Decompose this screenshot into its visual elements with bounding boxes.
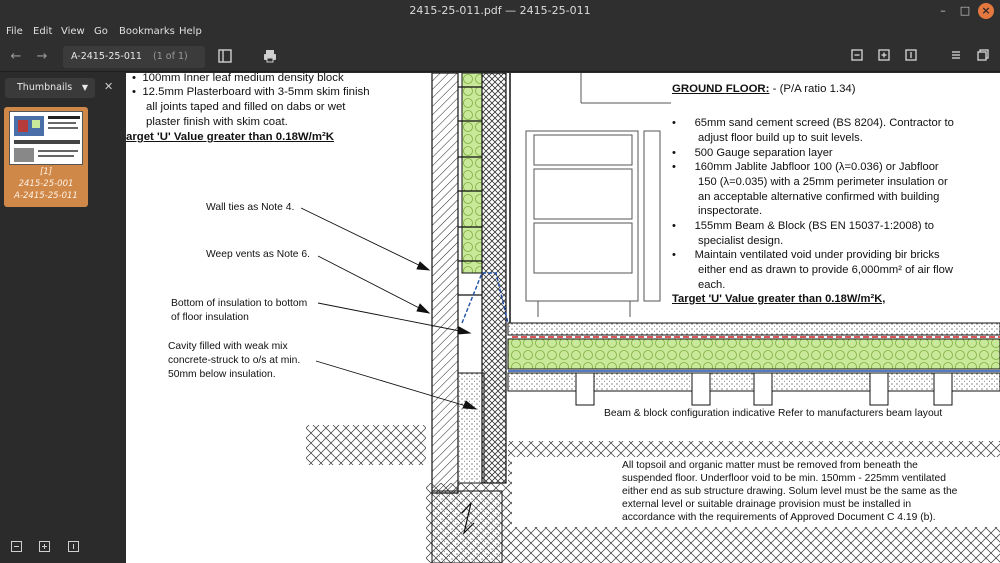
thumbnail-label: A-2415-25-011 (14, 191, 78, 201)
spec-plasterboard-line2: all joints taped and filled on dabs or wet (146, 101, 346, 113)
topsoil-note-2: suspended floor. Underfloor void to be min. 150mm - 225mm ventilated (622, 472, 946, 487)
menu-view[interactable]: View (61, 26, 85, 37)
thumbnail-caption (4, 166, 88, 202)
close-sidebar-icon[interactable]: ✕ (104, 80, 114, 93)
spec-bullet-inner-leaf: • 100mm Inner leaf medium density block (132, 73, 344, 84)
gf-jablite-line2: 150 (λ=0.035) with a 25mm perimeter insulation or (698, 176, 948, 188)
collapse-all-icon[interactable] (11, 541, 23, 553)
expand-current-icon[interactable] (68, 541, 80, 553)
sidebar-mode-label: Thumbnails (17, 82, 73, 93)
sidebar-mode-select[interactable] (5, 78, 95, 98)
zoom-out-icon[interactable] (849, 49, 865, 65)
page-thumbnail[interactable] (4, 107, 88, 207)
window-title: 2415-25-011.pdf — 2415-25-011 (409, 4, 591, 17)
gf-bullet-void: • Maintain ventilated void under providing bir bricks (672, 249, 940, 261)
menu-bookmarks[interactable]: Bookmarks (119, 26, 175, 37)
note-bottom-insulation-1: Bottom of insulation to bottom (171, 298, 308, 309)
fit-page-icon[interactable] (903, 49, 919, 65)
spec-bullet-plasterboard: • 12.5mm Plasterboard with 3-5mm skim finish (132, 86, 370, 98)
copy-icon[interactable] (975, 49, 991, 65)
minimize-button[interactable]: – (940, 4, 946, 17)
spec-plasterboard-line3: plaster finish with skim coat. (146, 116, 288, 128)
menu-bar (0, 22, 1000, 42)
print-icon[interactable] (262, 49, 278, 65)
zoom-in-icon[interactable] (876, 49, 892, 65)
menu-go[interactable]: Go (94, 26, 108, 37)
expand-all-icon[interactable] (39, 541, 51, 553)
note-weep-vents: Weep vents as Note 6. (206, 249, 310, 260)
gf-bullet-separation: • 500 Gauge separation layer (672, 147, 833, 159)
page-number-input[interactable] (63, 46, 205, 68)
thumbnail-index: [1] (39, 167, 53, 177)
menu-edit[interactable]: Edit (33, 26, 53, 37)
gf-beam-block-line2: specialist design. (698, 235, 784, 247)
gf-void-line2: either end as drawn to provide 6,000mm² of air flow (698, 264, 953, 276)
gf-screed-line2: adjust floor build up to suit levels. (698, 132, 863, 144)
menu-hamburger-icon[interactable] (948, 49, 964, 65)
thumbnail-image (9, 111, 83, 165)
thumbnail-name: 2415-25-001 (18, 179, 74, 189)
menu-file[interactable]: File (6, 26, 23, 37)
title-bar (0, 0, 1000, 22)
topsoil-note-3: either end as sub structure drawing. Solum level must be the same as the (622, 485, 957, 500)
topsoil-note-1: All topsoil and organic matter must be removed from beneath the (622, 459, 918, 474)
beam-layout-note: Beam & block configuration indicative Refer to manufacturers beam layout (604, 407, 942, 422)
floor-u-value-target: Target 'U' Value greater than 0.18W/m²K, (672, 293, 886, 305)
wall-u-value-target: arget 'U' Value greater than 0.18W/m²K (126, 131, 334, 143)
gf-jablite-line4: inspectorate. (698, 205, 763, 217)
close-button[interactable]: × (978, 3, 994, 19)
gf-void-line3: each. (698, 279, 726, 291)
sidebar (0, 73, 126, 563)
chevron-down-icon: ▼ (81, 83, 88, 92)
maximize-button[interactable]: □ (959, 4, 971, 17)
forward-arrow-icon[interactable]: → (36, 49, 48, 64)
ground-floor-heading: GROUND FLOOR: - (P/A ratio 1.34) (672, 83, 856, 95)
document-page[interactable] (126, 73, 1000, 563)
topsoil-note-4: external level or suitable drainage provision must be installed in (622, 498, 911, 513)
note-cavity-fill-1: Cavity filled with weak mix (168, 341, 288, 352)
menu-help[interactable]: Help (179, 26, 202, 37)
note-cavity-fill-3: 50mm below insulation. (168, 369, 276, 380)
note-bottom-insulation-2: of floor insulation (171, 312, 249, 323)
gf-bullet-beam-block: • 155mm Beam & Block (BS EN 15037-1:2008) to (672, 220, 934, 232)
note-wall-ties: Wall ties as Note 4. (206, 202, 295, 213)
page-count: (1 of 1) (153, 51, 188, 62)
back-arrow-icon[interactable]: ← (10, 49, 22, 64)
gf-jablite-line3: an acceptable alternative confirmed with building (698, 191, 940, 203)
gf-bullet-screed: • 65mm sand cement screed (BS 8204). Contractor to (672, 117, 954, 129)
page-label: A-2415-25-011 (71, 51, 142, 62)
topsoil-note-5: accordance with the requirements of Approved Document C 4.19 (b). (622, 511, 936, 526)
sidebar-toggle-icon[interactable] (217, 49, 233, 65)
gf-bullet-jablite: • 160mm Jablite Jabfloor 100 (λ=0.036) or Jabfloor (672, 161, 939, 173)
note-cavity-fill-2: concrete-struck to o/s at min. (168, 355, 301, 366)
